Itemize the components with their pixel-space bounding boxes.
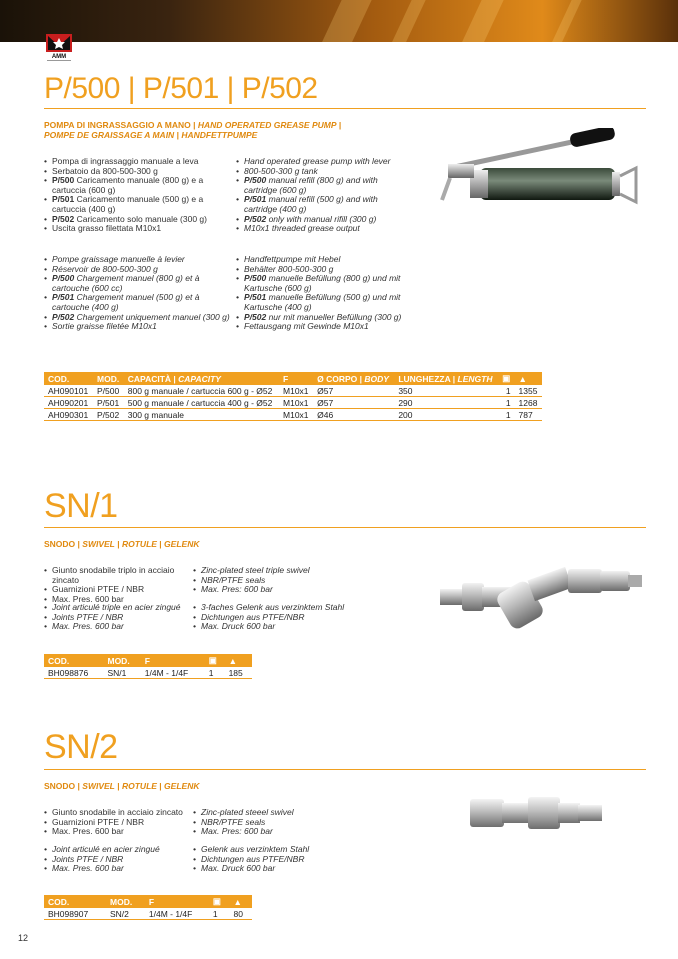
triple-swivel-image [440, 555, 645, 645]
spec-table [44, 372, 542, 421]
features-de: • 3-faches Gelenk aus verzinktem Stahl • Dichtungen aus PTFE/NBR • Max. Druck 600 bar [193, 603, 363, 632]
table-row: AH090301 P/502 300 g manuale M10x1 Ø46 200 1 787 [44, 409, 542, 421]
grease-pump-image [440, 128, 640, 218]
table-row: BH098907 SN/2 1/4M - 1/4F 1 80 [44, 908, 252, 920]
divider [44, 108, 646, 109]
features-it: • Giunto snodabile in acciaio zincato • Guarnizioni PTFE / NBR • Max. Pres. 600 bar [44, 808, 194, 837]
table-header-row: COD. MOD. CAPACITÀ | CAPACITY F Ø CORPO | BODY LUNGHEZZA | LENGTH ▣ ▲ [44, 372, 542, 385]
header-banner [0, 0, 678, 42]
table-header-row: COD. MOD. F ▣ ▲ [44, 895, 252, 908]
features-it: • Pompa di ingrassaggio manuale a leva • Serbatoio da 800-500-300 g • P/500 Caricamento manuale (800 g) e a cartuccia (600 g) • P/501 Caricamento manuale (500 g) e a cartuccia (400 g) • P/502 Caricamento solo manuale (300 g) • Uscita grasso filettata M10x1 [44, 157, 234, 234]
features-de: • Gelenk aus verzinktem Stahl • Dichtungen aus PTFE/NBR • Max. Druck 600 bar [193, 845, 363, 874]
table-header-row: COD. MOD. F ▣ ▲ [44, 654, 252, 667]
table-row: AH090201 P/501 500 g manuale / cartuccia 400 g - Ø52 M10x1 Ø57 290 1 1268 [44, 397, 542, 409]
table-row: AH090101 P/500 800 g manuale / cartuccia 600 g - Ø52 M10x1 Ø57 350 1 1355 [44, 385, 542, 397]
product-title: SN/2 [44, 728, 118, 766]
divider [44, 527, 646, 528]
swivel-image [470, 793, 605, 833]
page-number: 12 [18, 933, 29, 943]
box-icon: ▣ [208, 655, 217, 665]
svg-text:AMM: AMM [51, 54, 67, 60]
table-row: BH098876 SN/1 1/4M - 1/4F 1 185 [44, 667, 252, 679]
spec-table [44, 654, 252, 679]
product-title: SN/1 [44, 487, 118, 525]
features-en: • Zinc-plated steel triple swivel • NBR/PTFE seals • Max. Pres: 600 bar [193, 566, 363, 595]
product-subtitle: SNODO | SWIVEL | ROTULE | GELENK [44, 781, 200, 791]
features-de: • Handfettpumpe mit Hebel • Behälter 800-500-300 g • P/500 manuelle Befüllung (800 g) und mit Kartusche (600 g) • P/501 manuelle Befüllung (500 g) und mit Kartusche (400 g) • P/502 nur mit manueller Befüllung (300 g) • Fettausgang mit Gewinde M10x1 [236, 255, 406, 332]
product-subtitle: POMPA DI INGRASSAGGIO A MANO | HAND OPERATED GREASE PUMP | POMPE DE GRAISSAGE A MAIN | HANDFETTPUMPE [44, 120, 342, 140]
box-icon: ▣ [212, 896, 221, 906]
box-icon: ▣ [502, 373, 511, 383]
spec-table [44, 895, 252, 920]
features-en: • Hand operated grease pump with lever • 800-500-300 g tank • P/500 manual refill (800 g) and with cartridge (600 g) • P/501 manual refill (500 g) and with cartridge (400 g) • P/502 only with manual rifill (300 g) • M10x1 threaded grease output [236, 157, 406, 234]
features-en: • Zinc-plated steeel swivel • NBR/PTFE seals • Max. Pres: 600 bar [193, 808, 363, 837]
divider [44, 769, 646, 770]
features-it: • Giunto snodabile triplo in acciaio zincato • Guarnizioni PTFE / NBR • Max. Pres. 600 bar [44, 566, 200, 604]
product-subtitle: SNODO | SWIVEL | ROTULE | GELENK [44, 539, 200, 549]
features-fr: • Joint articulé en acier zingué • Joints PTFE / NBR • Max. Pres. 600 bar [44, 845, 194, 874]
product-title: P/500 | P/501 | P/502 [44, 72, 318, 105]
weight-icon: ▲ [233, 896, 242, 907]
features-fr: • Joint articulé triple en acier zingué • Joints PTFE / NBR • Max. Pres. 600 bar [44, 603, 200, 632]
features-fr: • Pompe graissage manuelle à levier • Réservoir de 800-500-300 g • P/500 Chargement manuel (800 g) et à cartouche (600 cc) • P/501 Chargement manuel (500 g) et à cartouche (400 g) • P/502 Chargement uniquement manuel (300 g) • Sortie graisse filetée M10x1 [44, 255, 234, 332]
weight-icon: ▲ [518, 373, 527, 384]
weight-icon: ▲ [228, 655, 237, 666]
amm-logo [44, 34, 74, 62]
